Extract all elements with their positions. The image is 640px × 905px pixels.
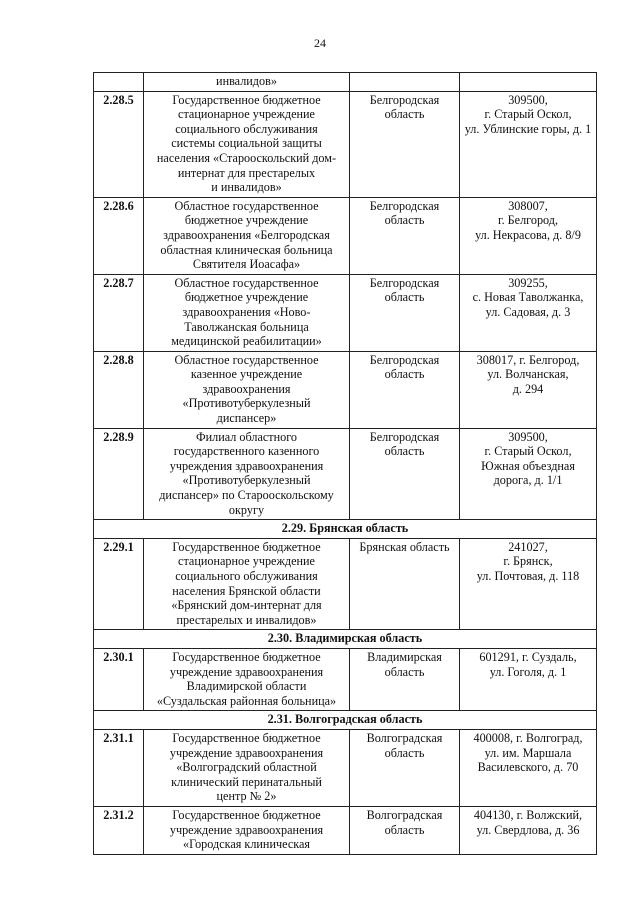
institution-name-line: здравоохранения «Ново- <box>182 304 311 319</box>
table-row <box>94 428 597 520</box>
address <box>460 91 597 197</box>
institution-name-line: казенное учреждение <box>190 367 303 382</box>
address-line: г. Белгород, <box>497 213 559 228</box>
region-line: Белгородская <box>369 92 440 107</box>
table-row <box>94 91 597 197</box>
institution-name-line: центр № 2» <box>216 789 277 804</box>
region-line: Владимирская <box>367 649 442 664</box>
address-line: 601291, г. Суздаль, <box>479 649 577 664</box>
address <box>460 729 597 806</box>
region-line: область <box>384 290 425 305</box>
region <box>350 274 460 351</box>
item-number: 2.29.1 <box>94 538 144 630</box>
institution-name-line: учреждение здравоохранения <box>169 822 324 837</box>
region-line: Белгородская <box>369 275 440 290</box>
section-header-row <box>94 630 597 649</box>
region-line: область <box>384 822 425 837</box>
address-line: дорога, д. 1/1 <box>493 473 563 488</box>
institution-name-line: бюджетное учреждение <box>184 290 309 305</box>
table-row <box>94 197 597 274</box>
address-line: Южная объездная <box>481 458 575 473</box>
address-line: д. 294 <box>512 381 544 396</box>
institution-name-line: государственного казенного <box>173 444 320 459</box>
table-row <box>94 274 597 351</box>
institution-name <box>144 806 350 854</box>
address-line: ул. Ублинские горы, д. 1 <box>464 121 592 136</box>
institution-name-line: диспансер» <box>216 411 277 426</box>
institution-name-line: «Брянский дом-интернат для <box>171 598 322 613</box>
region <box>350 73 460 92</box>
address-line: 404130, г. Волжский, <box>473 807 583 822</box>
address <box>460 648 597 710</box>
institution-name-line: Областное государственное <box>174 352 319 367</box>
institution-name-line: Владимирской области <box>186 679 307 694</box>
institution-name-line: учреждение здравоохранения <box>169 745 324 760</box>
region-line: область <box>384 444 425 459</box>
table-row <box>94 806 597 854</box>
address <box>460 274 597 351</box>
institution-name <box>144 91 350 197</box>
institution-name-line: Святителя Иоасафа» <box>192 257 301 272</box>
address-line: ул. Гоголя, д. 1 <box>489 664 567 679</box>
institution-name-line: клинический перинатальный <box>171 774 322 789</box>
item-number: 2.28.8 <box>94 351 144 428</box>
institution-name-line: населения «Старооскольский дом- <box>156 150 337 165</box>
region <box>350 806 460 854</box>
section-title: 2.31. Волгоградская область <box>94 711 597 730</box>
item-number: 2.30.1 <box>94 648 144 710</box>
address <box>460 806 597 854</box>
institution-name-line: престарелых и инвалидов» <box>176 612 317 627</box>
institution-name-line: Областное государственное <box>174 198 319 213</box>
institution-name-line: стационарное учреждение <box>178 107 315 122</box>
address-line: ул. Некрасова, д. 8/9 <box>475 227 581 242</box>
institution-name-line: здравоохранения «Белгородская <box>163 227 330 242</box>
institution-name-line: населения Брянской области <box>172 583 321 598</box>
region-line: Белгородская <box>369 198 440 213</box>
institution-name-line: инвалидов» <box>216 74 277 88</box>
institution-name-line: округу <box>228 502 265 517</box>
section-header-row <box>94 520 597 539</box>
address-line: 309255, <box>508 275 548 290</box>
address <box>460 538 597 630</box>
address-line: ул. Волчанская, <box>487 367 569 382</box>
institution-name-line: Государственное бюджетное <box>172 539 321 554</box>
address-line: ул. Садовая, д. 3 <box>485 304 571 319</box>
address-line: 308017, г. Белгород, <box>476 352 580 367</box>
institution-name-line: Таволжанская больница <box>184 319 309 334</box>
address-line: с. Новая Таволжанка, <box>472 290 584 305</box>
institution-name-line: Государственное бюджетное <box>172 730 321 745</box>
institutions-table <box>93 72 597 855</box>
region <box>350 729 460 806</box>
region-line: Брянская область <box>359 539 450 554</box>
table-row <box>94 73 597 92</box>
institution-name-line: бюджетное учреждение <box>184 213 309 228</box>
institution-name-line: областная клиническая больница <box>160 242 333 257</box>
institution-name-line: социального обслуживания <box>175 121 318 136</box>
section-title: 2.29. Брянская область <box>94 520 597 539</box>
section-title: 2.30. Владимирская область <box>94 630 597 649</box>
address-line: 309500, <box>508 92 548 107</box>
institution-name-line: Филиал областного <box>195 429 298 444</box>
institution-name-line: здравоохранения <box>202 381 291 396</box>
institution-name-line: учреждения здравоохранения <box>169 458 324 473</box>
institution-name-line: и инвалидов» <box>211 180 282 195</box>
address-line: ул. Свердлова, д. 36 <box>476 822 580 837</box>
address-line: Василевского, д. 70 <box>477 760 579 775</box>
institution-name-line: учреждение здравоохранения <box>169 664 324 679</box>
table-row <box>94 351 597 428</box>
institution-name <box>144 274 350 351</box>
region <box>350 197 460 274</box>
region <box>350 648 460 710</box>
region-line: область <box>384 213 425 228</box>
address-line: 400008, г. Волгоград, <box>473 730 583 745</box>
address-line: 308007, <box>508 198 548 213</box>
address-line: ул. им. Маршала <box>484 745 572 760</box>
institution-name-line: социального обслуживания <box>175 569 318 583</box>
institution-name-line: Областное государственное <box>174 275 319 290</box>
item-number: 2.28.6 <box>94 197 144 274</box>
region-line: область <box>384 367 425 382</box>
institution-name <box>144 351 350 428</box>
region-line: Белгородская <box>369 352 440 367</box>
institution-name <box>144 648 350 710</box>
institution-name <box>144 73 350 92</box>
item-number: 2.31.2 <box>94 806 144 854</box>
address-line: 309500, <box>508 429 548 444</box>
table-row <box>94 538 597 630</box>
item-number: 2.28.7 <box>94 274 144 351</box>
item-number <box>94 73 144 92</box>
institution-name-line: медицинской реабилитации» <box>171 334 322 349</box>
region-line: Волгоградская <box>366 807 443 822</box>
region-line: Волгоградская <box>366 730 443 745</box>
address-line: 241027, <box>508 539 548 554</box>
institution-name <box>144 729 350 806</box>
address <box>460 73 597 92</box>
institution-name-line: Государственное бюджетное <box>172 92 321 107</box>
institution-name-line: Государственное бюджетное <box>172 649 321 664</box>
institution-name-line: диспансер» по Старооскольскому <box>159 488 334 503</box>
region <box>350 538 460 630</box>
institution-name-line: интернат для престарелых <box>177 165 316 180</box>
table-row <box>94 729 597 806</box>
item-number: 2.28.9 <box>94 428 144 520</box>
institution-name-line: «Суздальская районная больница» <box>156 693 337 708</box>
institution-name <box>144 428 350 520</box>
page-number: 24 <box>314 36 326 50</box>
institution-name-line: «Противотуберкулезный <box>182 396 311 411</box>
item-number: 2.31.1 <box>94 729 144 806</box>
institution-name-line: стационарное учреждение <box>178 554 315 569</box>
region-line: Белгородская <box>369 429 440 444</box>
region-line: область <box>384 107 425 122</box>
address-line: г. Старый Оскол, <box>484 107 572 122</box>
region-line: область <box>384 664 425 679</box>
institution-name-line: системы социальной защиты <box>171 136 322 151</box>
region <box>350 351 460 428</box>
region-line: область <box>384 745 425 760</box>
institution-name-line: «Противотуберкулезный <box>182 473 311 488</box>
address-line: г. Старый Оскол, <box>484 444 572 459</box>
institution-name-line: Государственное бюджетное <box>172 807 321 822</box>
address <box>460 351 597 428</box>
institution-name-line: «Городская клиническая <box>183 837 310 852</box>
section-header-row <box>94 711 597 730</box>
item-number: 2.28.5 <box>94 91 144 197</box>
address-line: ул. Почтовая, д. 118 <box>476 569 580 583</box>
institution-name <box>144 197 350 274</box>
address <box>460 428 597 520</box>
region <box>350 428 460 520</box>
address <box>460 197 597 274</box>
address-line: г. Брянск, <box>503 554 553 569</box>
region <box>350 91 460 197</box>
institution-name <box>144 538 350 630</box>
table-row <box>94 648 597 710</box>
institution-name-line: «Волгоградский областной <box>176 760 317 775</box>
